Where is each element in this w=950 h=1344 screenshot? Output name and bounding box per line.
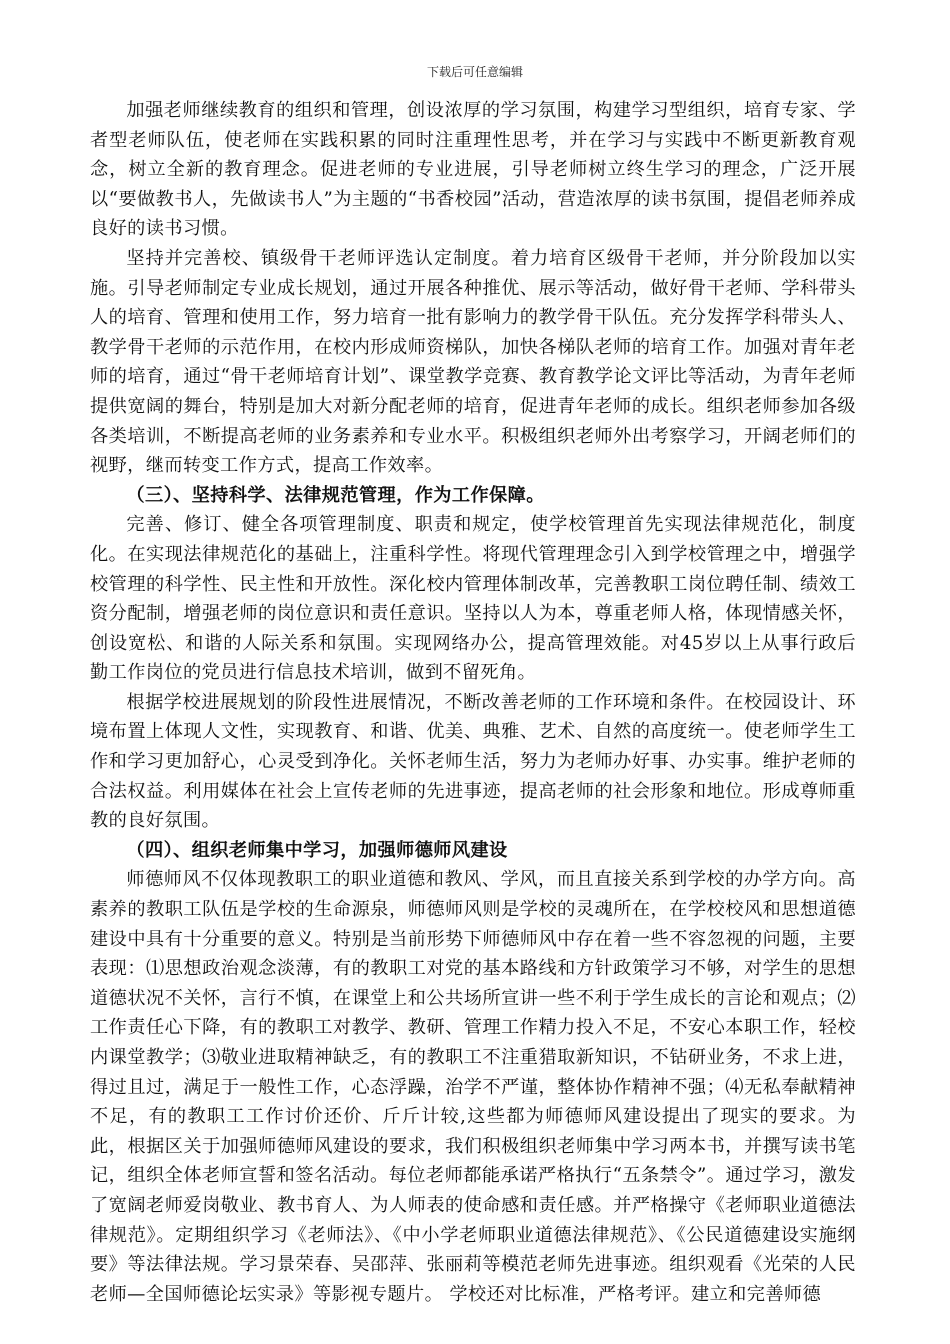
section-heading-4: （四）、组织老师集中学习，加强师德师风建设 xyxy=(126,839,508,861)
paragraph-work-environment: 根据学校进展规划的阶段性进展情况，不断改善老师的工作环境和条件。在校园设计、环境布置上体现人文性，实现教育、和谐、优美、典雅、艺术、自然的高度统一。使老师学生工作和学习更加舒心，心灵受到净化。关怀老师生活，努力为老师办好事、办实事。维护老师的合法权益。利用媒体在社会上宣传老师的先进事迹，提高老师的社会形象和地位。形成尊师重教的良好氛围。 xyxy=(90,691,856,832)
document-body xyxy=(90,96,856,1309)
section-heading-3: （三）、坚持科学、法律规范管理，作为工作保障。 xyxy=(126,484,545,506)
page-header-note: 下载后可任意编辑 xyxy=(426,65,523,79)
paragraph-teacher-ethics: 师德师风不仅体现教职工的职业道德和教风、学风，而且直接关系到学校的办学方向。高素养的教职工队伍是学校的生命源泉，师德师风则是学校的灵魂所在，在学校校风和思想道德建设中具有十分重要的意义。特别是当前形势下师德师风中存在着一些不容忽视的问题，主要表现：⑴思想政治观念淡薄，有的教职工对党的基本路线和方针政策学习不够，对学生的思想道德状况不关怀，言行不慎，在课堂上和公共场所宣讲一些不利于学生成长的言论和观点；⑵工作责任心下降，有的教职工对教学、教研、管理工作精力投入不足，不安心本职工作，轻校内课堂教学；⑶敬业进取精神缺乏，有的教职工不注重猎取新知识，不钻研业务，不求上进，得过且过，满足于一般性工作，心态浮躁，治学不严谨，整体协作精神不强；⑷无私奉献精神不足，有的教职工工作讨价还价、斤斤计较,这些都为师德师风建设提出了现实的要求。为此，根据区关于加强师德师风建设的要求，我们积极组织老师集中学习两本书，并撰写读书笔记，组织全体老师宣誓和签名活动。每位老师都能承诺严格执行“五条禁令”。通过学习，激发了宽阔老师爱岗敬业、教书育人、为人师表的使命感和责任感。并严格操守《老师职业道德法律规范》。定期组织学习《老师法》、《中小学老师职业道德法律规范》、《公民道德建设实施纲要》等法律法规。学习景荣春、吴邵萍、张丽莉等模范老师先进事迹。组织观看《光荣的人民老师—全国师德论坛实录》等影视专题片。 学校还对比标准，严格考评。建立和完善师德 xyxy=(90,869,856,1305)
paragraph-teacher-education: 加强老师继续教育的组织和管理，创设浓厚的学习氛围，构建学习型组织，培育专家、学者型老师队伍，使老师在实践积累的同时注重理性思考，并在学习与实践中不断更新教育观念，树立全新的教育理念。促进老师的专业进展，引导老师树立终生学习的理念，广泛开展以“要做教书人，先做读书人”为主题的“书香校园”活动，营造浓厚的读书氛围，提倡老师养成良好的读书习惯。 xyxy=(90,100,856,240)
paragraph-management-system: 完善、修订、健全各项管理制度、职责和规定，使学校管理首先实现法律规范化，制度化。在实现法律规范化的基础上，注重科学性。将现代管理理念引入到学校管理之中，增强学校管理的科学性、民主性和开放性。深化校内管理体制改革，完善教职工岗位聘任制、绩效工资分配制，增强老师的岗位意识和责任意识。坚持以人为本，尊重老师人格，体现情感关怀，创设宽松、和谐的人际关系和氛围。实现网络办公，提高管理效能。对45岁以上从事行政后勤工作岗位的党员进行信息技术培训，做到不留死角。 xyxy=(90,514,856,684)
paragraph-backbone-teachers: 坚持并完善校、镇级骨干老师评选认定制度。着力培育区级骨干老师，并分阶段加以实施。引导老师制定专业成长规划，通过开展各种推优、展示等活动，做好骨干老师、学科带头人的培育、管理和使用工作，努力培育一批有影响力的教学骨干队伍。充分发挥学科带头人、教学骨干老师的示范作用，在校内形成师资梯队，加快各梯队老师的培育工作。加强对青年老师的培育，通过“骨干老师培育计划”、课堂教学竞赛、教育教学论文评比等活动，为青年老师提供宽阔的舞台，特别是加大对新分配老师的培育，促进青年老师的成长。组织老师参加各级各类培训，不断提高老师的业务素养和专业水平。积极组织老师外出考察学习，开阔老师们的视野，继而转变工作方式，提高工作效率。 xyxy=(90,247,856,477)
